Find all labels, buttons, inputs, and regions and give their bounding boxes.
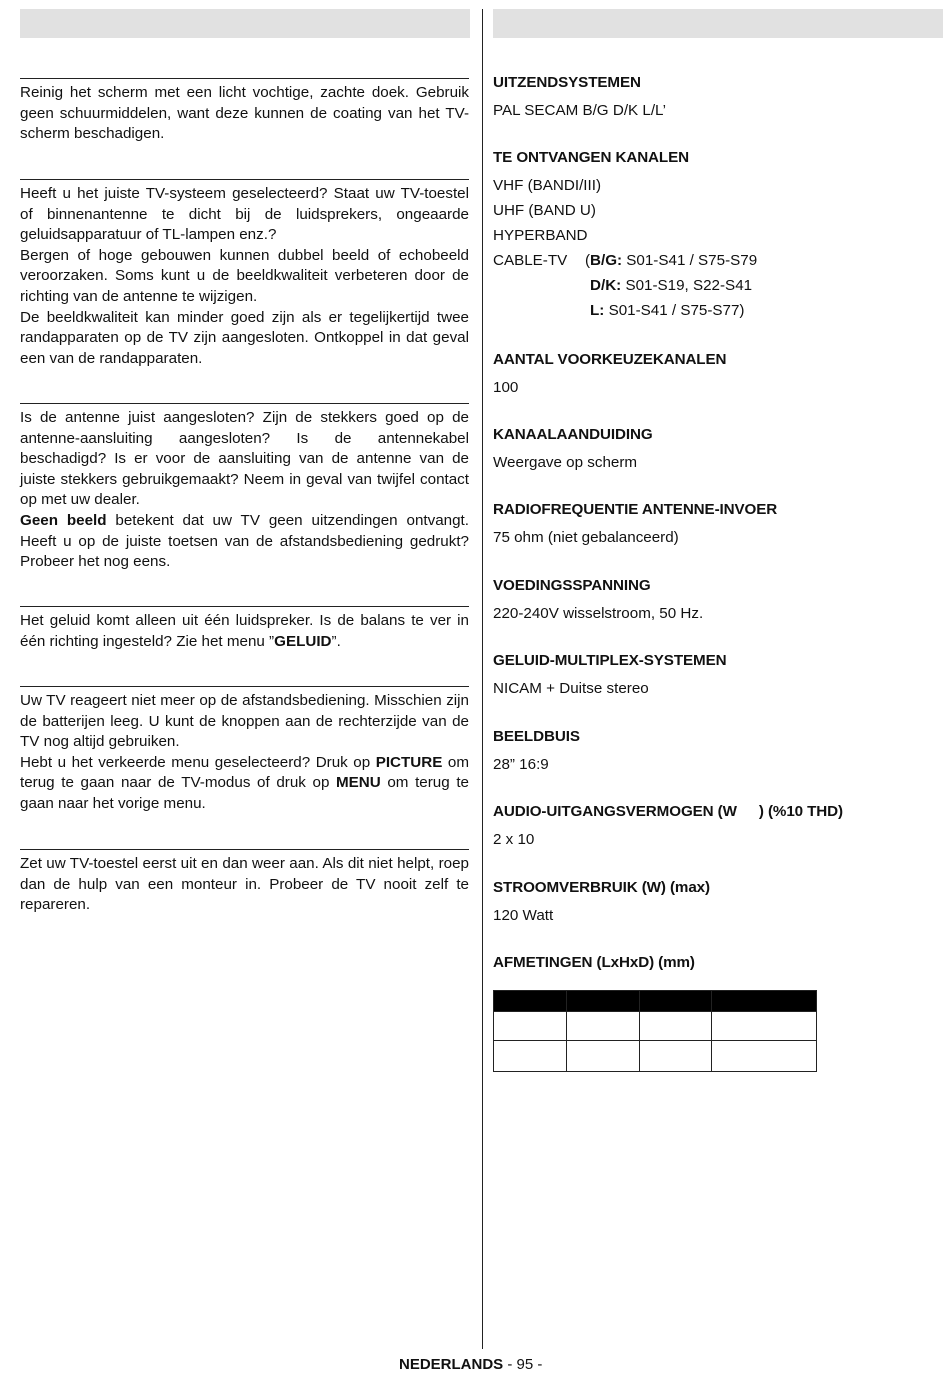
- spec-broadcast: [493, 73, 943, 123]
- spec-power-consumption: [493, 878, 943, 928]
- no-picture-text-1: Is de antenne juist aangesloten? Zijn de stekkers goed op de antenne-aansluiting aangesloten? Is de antennekabel beschadigd? Is er voor de aansluiting van de antenne van de juiste stekkers gebruikgemaakt? Neem in geval van twijfel contact op met uw dealer.: [20, 409, 469, 509]
- spec-channels: [493, 148, 943, 323]
- channel-band-hyper: HYPERBAND: [493, 226, 588, 244]
- page-footer: [399, 1355, 542, 1376]
- remote-control-section: [20, 686, 469, 815]
- page-number: - 95 -: [507, 1356, 543, 1373]
- cable-row-dk: D/K: S01-S19, S22-S41: [590, 276, 753, 294]
- poor-picture-text-2: Bergen of hoge gebouwen kunnen dubbel beeld of echobeeld veroorzaken. Soms kunt u de beeldkwaliteit verbeteren door de richting van de antenne te wijzigen.: [20, 246, 469, 305]
- sound-text: Het geluid komt alleen uit één luidspreker. Is de balans te ver in één richting ingesteld? Zie het menu ”GELUID”.: [20, 612, 469, 650]
- troubleshooting-header-bar: [20, 9, 470, 38]
- spec-label: AFMETINGEN (LxHxD) (mm): [493, 954, 695, 971]
- spec-label: BEELDBUIS: [493, 728, 580, 745]
- spec-rf-input: [493, 500, 943, 550]
- dimensions-table-header: [494, 991, 817, 1012]
- sound-menu-name: GELUID: [274, 632, 332, 650]
- no-picture-text-2: Geen beeld betekent dat uw TV geen uitzendingen ontvangt. Heeft u op de juiste toetsen van de afstandsbediening gedrukt? Probeer het nog eens.: [20, 511, 469, 571]
- footer-language: NEDERLANDS: [399, 1356, 504, 1373]
- spec-value: 220-240V wisselstroom, 50 Hz.: [493, 604, 704, 622]
- spec-dimensions: [493, 953, 943, 974]
- table-row: [494, 1012, 817, 1041]
- no-picture-section: [20, 403, 469, 573]
- care-text: Reinig het scherm met een licht vochtige, zachte doek. Gebruik geen schuurmiddelen, want deze kunnen de coating van het TV-scherm beschadigen.: [20, 84, 469, 143]
- spec-label: RADIOFREQUENTIE ANTENNE-INVOER: [493, 501, 778, 518]
- spec-value: 75 ohm (niet gebalanceerd): [493, 528, 679, 546]
- care-section: [20, 78, 469, 145]
- spec-value: PAL SECAM B/G D/K L/L’: [493, 101, 667, 119]
- picture-key-name: PICTURE: [375, 753, 443, 771]
- spec-channel-indicator: [493, 425, 943, 475]
- poor-picture-text-1: Heeft u het juiste TV-systeem geselecteerd? Staat uw TV-toestel of binnenantenne te dicht bij de luidsprekers, ongeaarde geluidsapparatuur of TL-lampen enz.?: [20, 185, 469, 244]
- remote-text-1: Uw TV reageert niet meer op de afstandsbediening. Misschien zijn de batterijen leeg. U kunt de knoppen aan de rechterzijde van de TV nog altijd gebruiken.: [20, 692, 469, 751]
- spec-sound-multiplex: [493, 651, 943, 701]
- spec-label: GELUID-MULTIPLEX-SYSTEMEN: [493, 652, 727, 669]
- spec-power-supply: [493, 576, 943, 626]
- spec-label: UITZENDSYSTEMEN: [493, 74, 641, 91]
- no-picture-bold: Geen beeld: [20, 511, 107, 529]
- poor-picture-text-3: De beeldkwaliteit kan minder goed zijn als er tegelijkertijd twee randapparaten op de TV zijn aangesloten. Ontkoppel in dat geval een van de randapparaten.: [20, 308, 469, 367]
- column-divider: [482, 9, 483, 1349]
- cable-row-l: L: S01-S41 / S75-S77): [590, 301, 745, 319]
- sound-section: [20, 606, 469, 652]
- spec-label: AANTAL VOORKEUZEKANALEN: [493, 351, 727, 368]
- cable-row-bg: CABLE-TV ( B/G: S01-S41 / S75-S79: [493, 251, 758, 269]
- specifications-header-bar: [493, 9, 943, 38]
- spec-value: Weergave op scherm: [493, 453, 638, 471]
- dimensions-table: [493, 990, 817, 1072]
- spec-label: KANAALAANDUIDING: [493, 426, 653, 443]
- channel-band-vhf: VHF (BANDI/III): [493, 176, 602, 194]
- spec-label: STROOMVERBRUIK (W) (max): [493, 879, 710, 896]
- spec-audio-output: [493, 802, 943, 852]
- menu-key-name: MENU: [336, 774, 381, 792]
- spec-label: VOEDINGSSPANNING: [493, 577, 651, 594]
- spec-value: 120 Watt: [493, 906, 554, 924]
- no-solution-text: Zet uw TV-toestel eerst uit en dan weer aan. Als dit niet helpt, roep dan de hulp van een monteur in. Probeer de TV nooit zelf te repareren.: [20, 855, 469, 914]
- spec-value: 28” 16:9: [493, 755, 549, 773]
- spec-picture-tube: [493, 727, 943, 777]
- spec-value: 100: [493, 378, 519, 396]
- spec-value: 2 x 10: [493, 830, 535, 848]
- channel-band-uhf: UHF (BAND U): [493, 201, 596, 219]
- spec-presets: [493, 350, 943, 400]
- no-solution-section: [20, 849, 469, 916]
- spec-value: NICAM + Duitse stereo: [493, 679, 649, 697]
- table-row: [494, 1041, 817, 1072]
- poor-picture-section: [20, 179, 469, 369]
- spec-label: TE ONTVANGEN KANALEN: [493, 149, 690, 166]
- remote-text-2: Hebt u het verkeerde menu geselecteerd? Druk op PICTURE om terug te gaan naar de TV-modus of druk op MENU om terug te gaan naar het vorige menu.: [20, 753, 469, 812]
- spec-label: AUDIO-UITGANGSVERMOGEN (W ) (%10 THD): [493, 803, 843, 820]
